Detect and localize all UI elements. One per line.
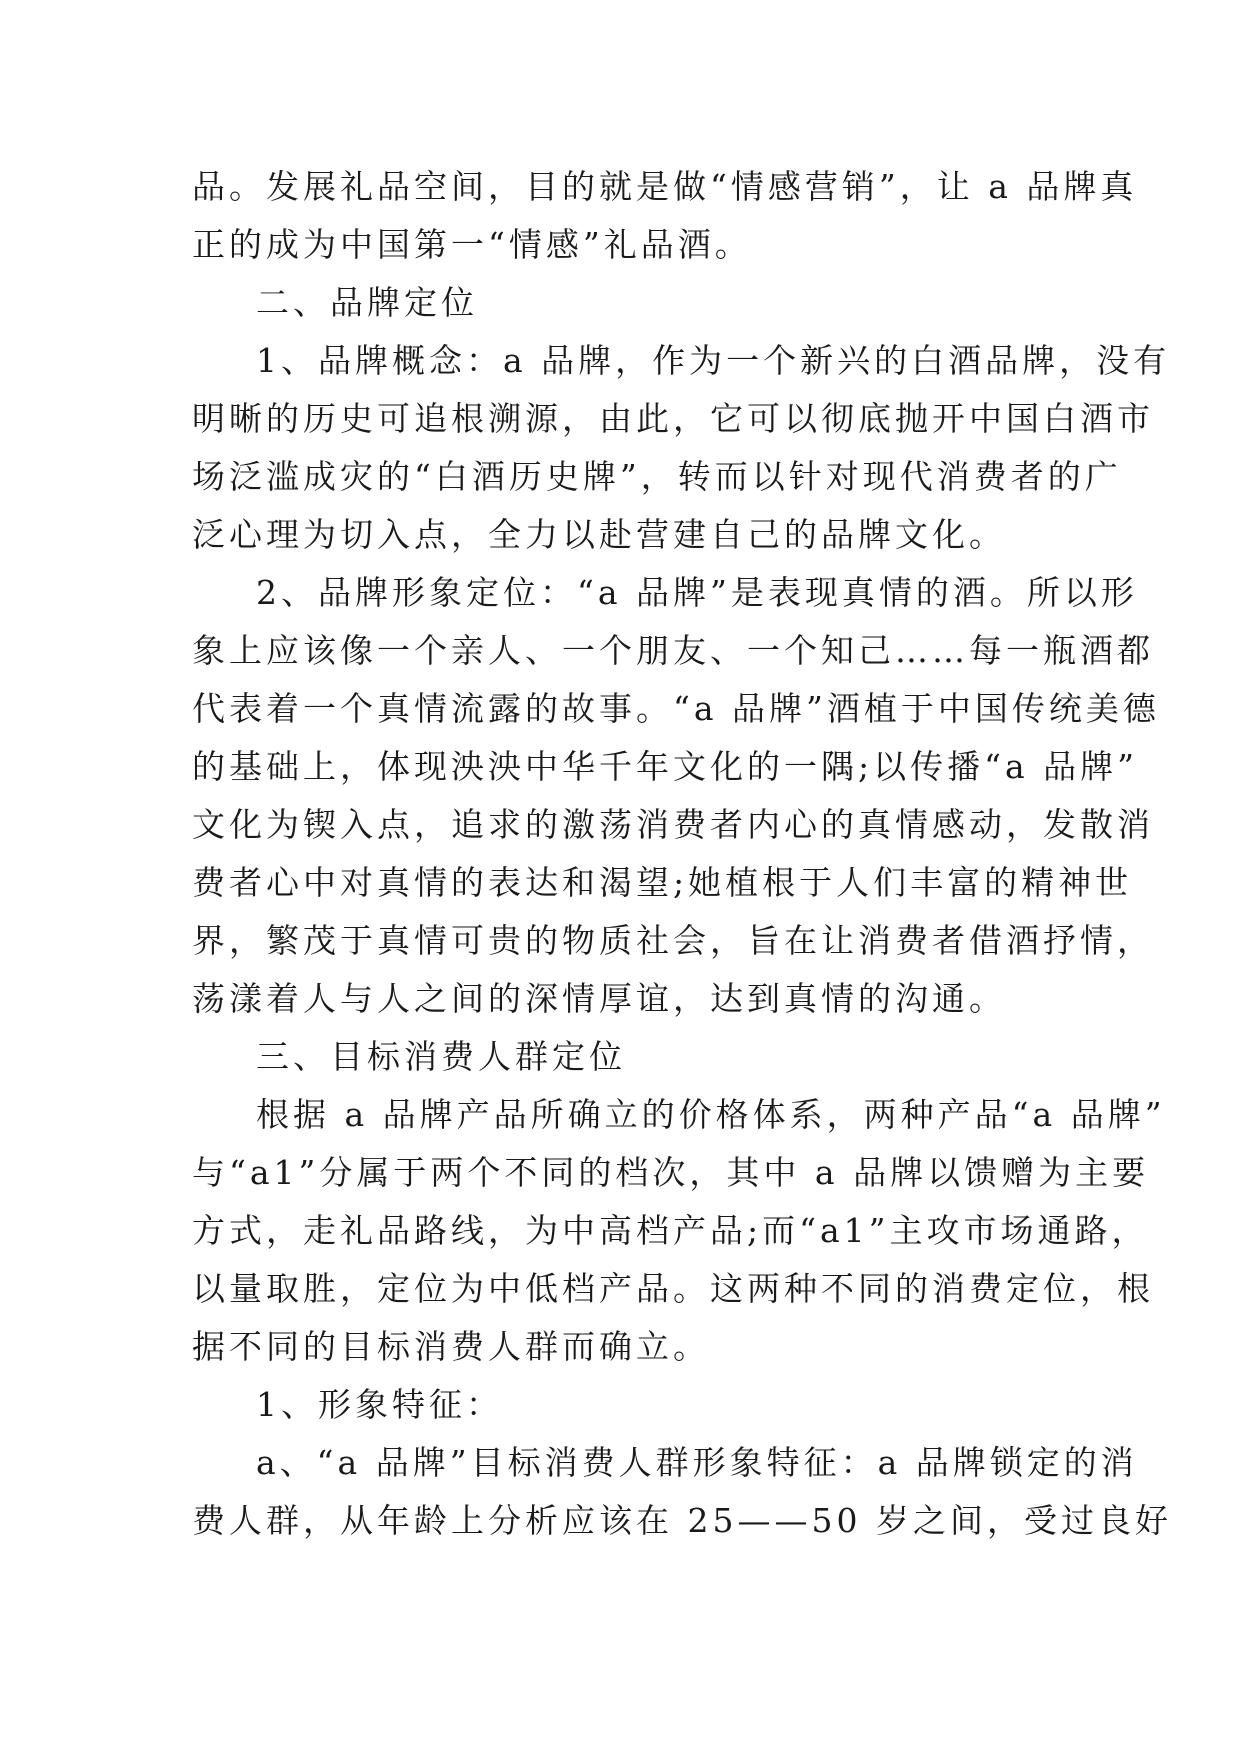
section-heading: 三、目标消费人群定位 [256, 1037, 626, 1076]
text-line: 的基础上，体现泱泱中华千年文化的一隅;以传播“a 品牌” [192, 747, 1139, 786]
text-line: 明晰的历史可追根溯源，由此，它可以彻底抛开中国白酒市 [192, 399, 1154, 438]
text-line: 象上应该像一个亲人、一个朋友、一个知己……每一瓶酒都 [192, 631, 1154, 670]
text-line: 泛心理为切入点，全力以赴营建自己的品牌文化。 [192, 515, 1006, 554]
text-line: 文化为锲入点，追求的激荡消费者内心的真情感动，发散消 [192, 805, 1154, 844]
text-line: 费人群，从年龄上分析应该在 25——50 岁之间，受过良好 [192, 1501, 1172, 1540]
text-line: 据不同的目标消费人群而确立。 [192, 1327, 710, 1366]
text-line: 正的成为中国第一“情感”礼品酒。 [192, 225, 752, 264]
text-line: 方式，走礼品路线，为中高档产品;而“a1”主攻市场通路， [192, 1211, 1149, 1250]
text-line: 场泛滥成灾的“白酒历史牌”，转而以针对现代消费者的广 [192, 457, 1122, 496]
text-line: a、“a 品牌”目标消费人群形象特征：a 品牌锁定的消 [256, 1443, 1138, 1482]
text-line: 1、形象特征： [256, 1385, 503, 1424]
text-line: 与“a1”分属于两个不同的档次，其中 a 品牌以馈赠为主要 [192, 1153, 1150, 1192]
text-line: 根据 a 品牌产品所确立的价格体系，两种产品“a 品牌” [256, 1095, 1166, 1134]
text-line: 以量取胜，定位为中低档产品。这两种不同的消费定位，根 [192, 1269, 1154, 1308]
text-line: 1、品牌概念：a 品牌，作为一个新兴的白酒品牌，没有 [256, 341, 1171, 380]
text-line: 荡漾着人与人之间的深情厚谊，达到真情的沟通。 [192, 979, 1006, 1018]
text-line: 2、品牌形象定位：“a 品牌”是表现真情的酒。所以形 [256, 573, 1138, 612]
text-line: 费者心中对真情的表达和渴望;她植根于人们丰富的精神世 [192, 863, 1133, 902]
document-body [192, 158, 1172, 1550]
text-line: 代表着一个真情流露的故事。“a 品牌”酒植于中国传统美德 [192, 689, 1160, 728]
text-line: 品。发展礼品空间，目的就是做“情感营销”，让 a 品牌真 [192, 167, 1138, 206]
text-line: 界，繁茂于真情可贵的物质社会，旨在让消费者借酒抒情， [192, 921, 1154, 960]
section-heading: 二、品牌定位 [256, 283, 478, 322]
